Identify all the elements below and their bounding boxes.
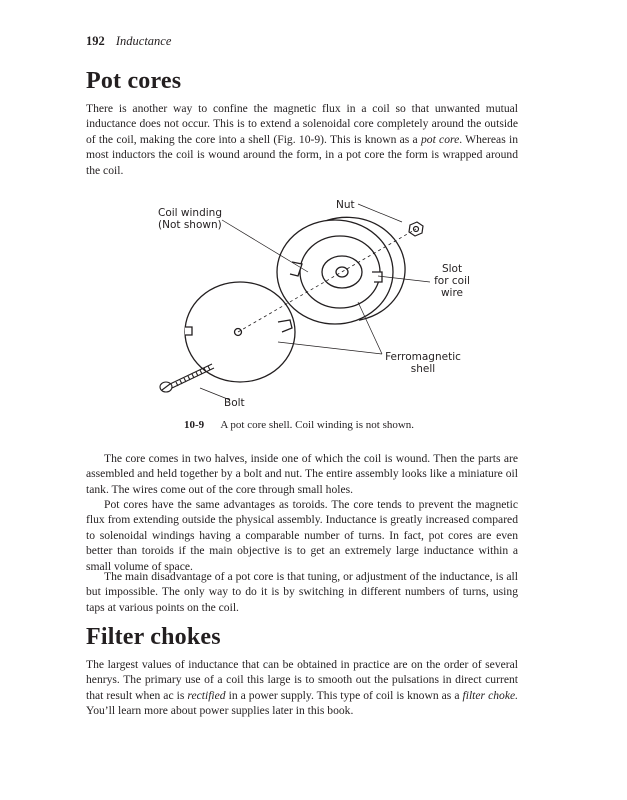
label-ferromagnetic: Ferromagnetic xyxy=(385,351,461,363)
paragraph-intro xyxy=(86,101,518,178)
label-coil-winding: Coil winding xyxy=(158,207,222,219)
page-number: 192 xyxy=(86,34,105,48)
paragraph-text: in a power supply. This type of coil is known as a xyxy=(225,688,463,702)
paragraph-disadvantage: The main disadvantage of a pot core is that tuning, or adjustment of the inductance, is all but impossible. The only way to do it is by switching in different numbers of turns, using taps at various points on the coil. xyxy=(86,570,518,614)
figure-caption-text: A pot core shell. Coil winding is not shown. xyxy=(220,419,415,431)
paragraph-text: The largest values of inductance that can be obtained in practice are on the order of several henrys. The primary use of a coil this large is to smooth out the pulsations in direct current that result when ac is xyxy=(86,658,518,702)
section-heading-filter-chokes: Filter chokes xyxy=(86,624,221,650)
front-shell xyxy=(182,282,295,407)
paragraph-advantages: Pot cores have the same advantages as toroids. The core tends to prevent the magnetic flux from extending outside the physical assembly. Inductance is greatly increased compared to solenoidal windings having a comparable number of turns. In fact, pot cores are even better than toroids if the main objective is to get an extremely large inductance within a small volume of space. xyxy=(86,498,518,573)
section-heading-pot-cores: Pot cores xyxy=(86,68,182,94)
label-nut: Nut xyxy=(336,199,355,211)
paragraph-emphasis: rectified xyxy=(187,688,226,702)
rear-shell xyxy=(277,217,405,324)
paragraph-emphasis: filter choke. xyxy=(462,688,519,702)
label-not-shown: (Not shown) xyxy=(158,219,222,231)
label-wire: wire xyxy=(440,287,464,299)
paragraph-emphasis: pot core xyxy=(420,132,460,146)
label-bolt: Bolt xyxy=(224,397,245,409)
label-for-coil: for coil xyxy=(434,275,470,287)
paragraph-text: . Whereas in most inductors the coil is wound around the form, in a pot core the form is wrapped around the coil. xyxy=(86,132,518,177)
figure-caption xyxy=(184,419,414,431)
label-shell: shell xyxy=(410,363,436,375)
paragraph-filter-chokes xyxy=(86,657,518,719)
pot-core-figure xyxy=(130,192,490,417)
paragraph-text: There is another way to confine the magnetic flux in a coil so that unwanted mutual inductance does not occur. This is to extend a solenoidal core completely around the outside of the coil, making the core into a shell (Fig. 10-9). This is known as a xyxy=(86,102,518,146)
paragraph-text: You’ll learn more about power supplies later in this book. xyxy=(86,704,354,718)
label-slot: Slot xyxy=(441,263,463,275)
figure-number: 10-9 xyxy=(184,419,205,431)
running-head xyxy=(86,34,171,49)
paragraph-assembly: The core comes in two halves, inside one of which the coil is wound. Then the parts are assembled and held together by a bolt and nut. The entire assembly looks like a miniature oil tank. The wires come out of the core through small holes. xyxy=(86,452,518,496)
chapter-title: Inductance xyxy=(115,34,172,48)
